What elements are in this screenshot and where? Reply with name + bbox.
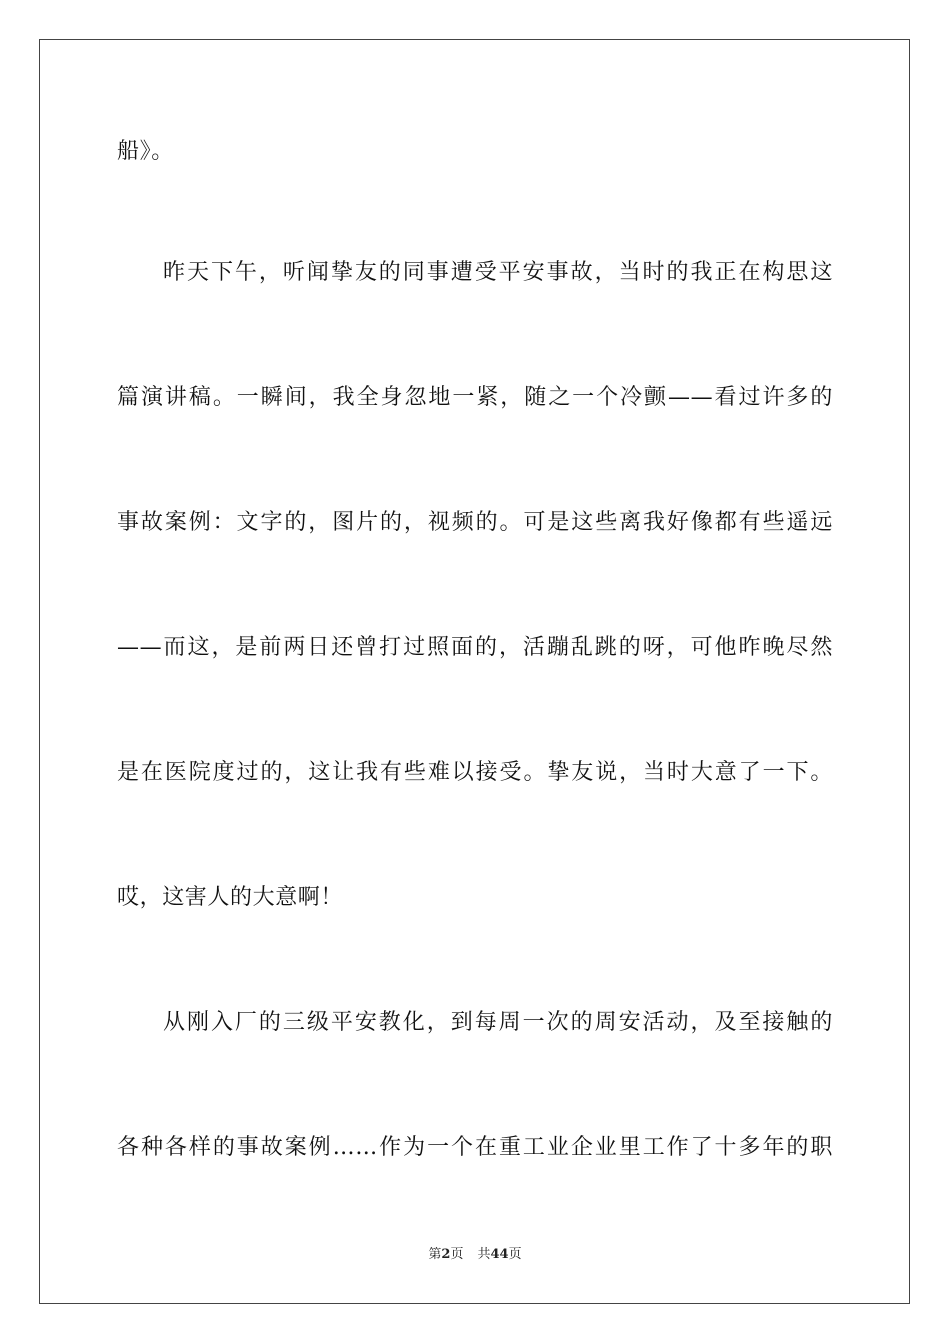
text-line-2: 昨天下午，听闻挚友的同事遭受平安事故，当时的我正在构思这 <box>163 260 833 285</box>
text-line-7: 哎，这害人的大意啊！ <box>117 885 344 910</box>
text-line-9: 各种各样的事故案例……作为一个在重工业企业里工作了十多年的职 <box>117 1135 833 1160</box>
page-footer <box>0 1246 950 1264</box>
footer-page-number: 2 <box>441 1247 451 1262</box>
text-line-6: 是在医院度过的，这让我有些难以接受。挚友说，当时大意了一下。 <box>117 760 833 785</box>
footer-page-suffix: 页 <box>450 1247 464 1262</box>
footer-total-pages: 44 <box>490 1247 509 1262</box>
footer-page-prefix: 第 <box>428 1247 442 1262</box>
text-line-3: 篇演讲稿。一瞬间，我全身忽地一紧，随之一个冷颤——看过许多的 <box>117 385 833 410</box>
text-line-4: 事故案例：文字的，图片的，视频的。可是这些离我好像都有些遥远 <box>117 510 833 535</box>
text-line-5: ——而这，是前两日还曾打过照面的，活蹦乱跳的呀，可他昨晚尽然 <box>117 635 833 660</box>
footer-total-prefix: 共 <box>477 1247 491 1262</box>
text-line-1: 船》。 <box>117 139 174 164</box>
page-border <box>39 39 910 1304</box>
text-line-8: 从刚入厂的三级平安教化，到每周一次的周安活动，及至接触的 <box>163 1010 833 1035</box>
footer-total-suffix: 页 <box>508 1247 522 1262</box>
